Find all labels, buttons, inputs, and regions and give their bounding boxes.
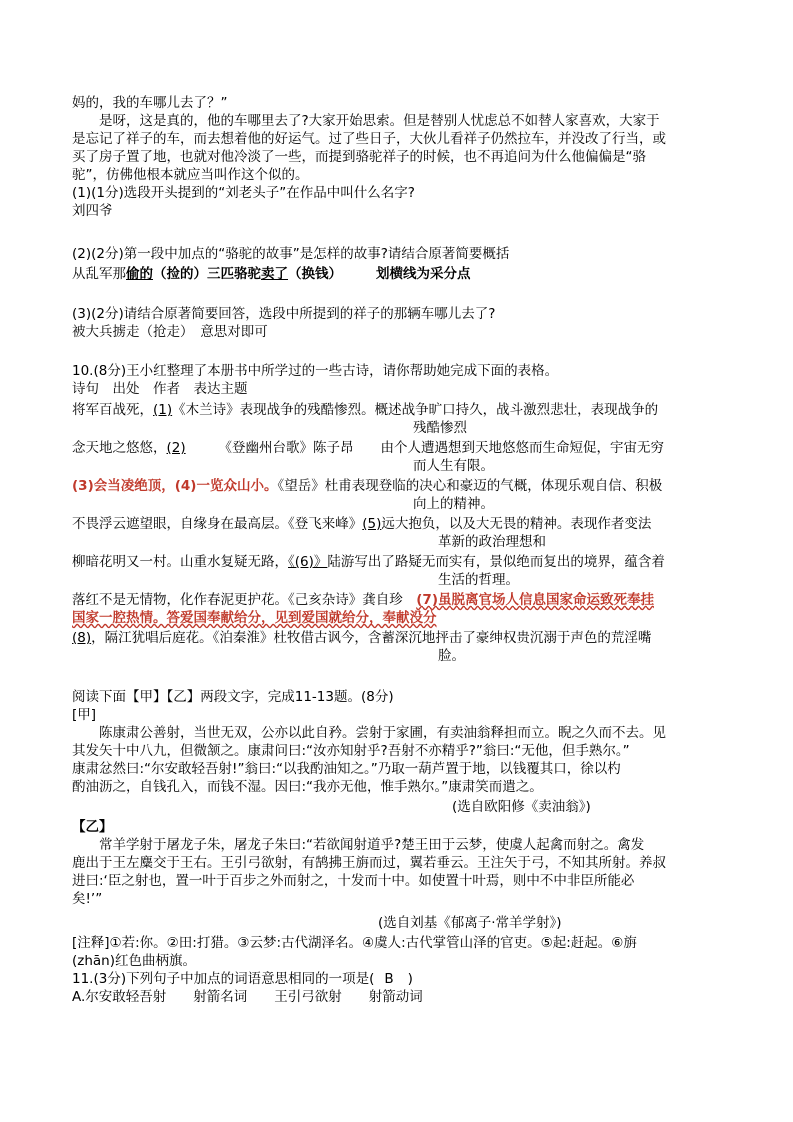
cell: 陆游写出了路疑无而实有，景似绝而复出的境界，蕴含着 xyxy=(327,554,665,570)
passage-line: 妈的，我的车哪儿去了？” xyxy=(72,95,228,111)
question-3: (3)(2分)请结合原著简要回答，选段中所提到的祥子的那辆车哪儿去了? xyxy=(72,306,496,322)
cell: 念天地之悠悠， xyxy=(72,440,167,456)
cell: 将军百战死， xyxy=(72,402,153,418)
passage-line: 矣!’” xyxy=(72,891,103,907)
passage-line: 进曰:‘臣之射也，置一叶于百步之外而射之，十发而十中。如使置十叶焉，则中不中非臣所能必 xyxy=(72,873,635,889)
table-row-cont: 残酷惨烈 xyxy=(413,420,467,436)
table-row-cont: 向上的精神。 xyxy=(413,496,494,512)
table-row-cont: 革新的政治理想和 xyxy=(438,534,546,550)
question-text: 11.(3分)下列句子中加点的词语意思相同的一项是( xyxy=(72,971,375,987)
passage-line: 是忘记了祥子的车，而去想着他的好运气。过了些日子，大伙儿看祥子仍然拉车，并没改了行当，或 xyxy=(72,131,666,147)
answer-1: 刘四爷 xyxy=(72,203,113,219)
answer-2 xyxy=(72,265,471,283)
blank: (1) xyxy=(153,402,173,418)
blank: (2) xyxy=(166,440,186,456)
scoring-note: 划横线为采分点 xyxy=(376,266,471,282)
table-row xyxy=(72,591,654,609)
section-label: 【乙】 xyxy=(72,819,113,835)
answer-choice: B xyxy=(384,971,394,987)
source-citation: (选自欧阳修《卖油翁》) xyxy=(452,799,591,815)
passage-line: 常羊学射于屠龙子朱，屠龙子朱曰:“若欲闻射道乎?楚王田于云梦，使虞人起禽而射之。禽发 xyxy=(99,837,645,853)
passage-line: 买了房子置了地，也就对他冷淡了一些，而提到骆驼祥子的时候，也不再追问为什么他偏偏是“骆 xyxy=(72,149,646,165)
cell: 柳暗花明又一村。山重水复疑无路， xyxy=(72,554,288,570)
table-row xyxy=(72,439,664,457)
question-11 xyxy=(72,970,413,988)
passage-line: 驼”，仿佛他根本就应当叫作这个似的。 xyxy=(72,167,309,183)
annotation: (zhān)红色曲柄旗。 xyxy=(72,953,197,969)
reading-intro: 阅读下面【甲】【乙】两段文字，完成11-13题。(8分) xyxy=(72,689,394,705)
question-1: (1)(1分)选段开头提到的“刘老头子”在作品中叫什么名字? xyxy=(72,185,415,201)
table-row-cont xyxy=(72,609,437,627)
cell: 《登幽州台歌》陈子昂 由个人遭遇想到天地悠悠而生命短促，宇宙无穷 xyxy=(218,440,664,456)
answer-2-part: （换钱） xyxy=(288,266,342,282)
passage-line: 其发矢十中八九，但微颔之。康肃问曰:“汝亦知射乎?吾射不亦精乎?”翁曰:“无他，但手熟尔。” xyxy=(72,743,630,759)
table-row xyxy=(72,553,665,571)
answer-3: 被大兵掳走（抢走） 意思对即可 xyxy=(72,324,268,340)
answer-2-part: （捡的）三匹骆驼 xyxy=(153,266,261,282)
answer-2-key: 偷的 xyxy=(126,266,153,282)
cell: 《望岳》杜甫表现登临的决心和豪迈的气概，体现乐观自信、积极 xyxy=(277,478,663,494)
table-row-cont: 而人生有限。 xyxy=(413,458,494,474)
cell: 《木兰诗》表现战争的残酷惨烈。概述战争旷口持久，战斗激烈悲壮，表现战争的 xyxy=(172,402,659,418)
cell: 不畏浮云遮望眼，自缘身在最高层。《登飞来峰》 xyxy=(72,516,363,532)
table-row xyxy=(72,515,651,533)
passage-line: 陈康肃公善射，当世无双，公亦以此自矜。尝射于家圃，有卖油翁释担而立。睨之久而不去。见 xyxy=(99,725,666,741)
answer-red: (7)虽脱离官场人信息国家命运致死奉挂 xyxy=(416,592,654,608)
answer-red: (3)会当凌绝顶，(4)一览众山小。 xyxy=(72,478,278,494)
annotation: [注释]①若:你。②田:打猎。③云梦:古代湖泽名。④虞人:古代掌管山泽的官吏。⑤起:赶起。⑥旃 xyxy=(72,935,637,951)
answer-2-key: 卖了 xyxy=(261,266,288,282)
table-row-cont: 生活的哲理。 xyxy=(438,572,519,588)
table-row xyxy=(72,401,658,419)
table-row xyxy=(72,477,662,495)
section-label: [甲] xyxy=(72,707,97,723)
blank: 《(6)》 xyxy=(288,554,328,570)
cell: 落红不是无情物，化作春泥更护花。《己亥杂诗》龚自珍 xyxy=(72,592,417,608)
question-10: 10.(8分)王小红整理了本册书中所学过的一些古诗，请你帮助她完成下面的表格。 xyxy=(72,363,559,379)
passage-line: 鹿出于王左麋交于王右。王引弓欲射，有鹄拂王旃而过，翼若垂云。王注矢于弓，不知其所射。养叔 xyxy=(72,855,666,871)
cell: ，隔江犹唱后庭花。《泊秦淮》杜牧借古讽今，含蓄深沉地抨击了豪绅权贵沉溺于声色的荒淫嘴 xyxy=(91,630,652,646)
passage-line: 是呀，这是真的，他的车哪里去了?大家开始思索。但是替别人忧虑总不如替人家喜欢，大家于 xyxy=(99,113,660,129)
passage-line: 康肃忿然曰:“尔安敢轻吾射!”翁曰:“以我酌油知之。”乃取一葫芦置于地，以钱覆其口，徐以杓 xyxy=(72,761,621,777)
source-citation: (选自刘基《郁离子·常羊学射》) xyxy=(378,915,562,931)
blank: (8) xyxy=(72,630,92,646)
question-text: ) xyxy=(407,971,413,987)
cell: 远大抱负，以及大无畏的精神。表现作者变法 xyxy=(381,516,652,532)
passage-line: 酌油沥之，自钱孔入，而钱不湿。因曰:“我亦无他，惟手熟尔。”康肃笑而遣之。 xyxy=(72,779,543,795)
blank: (5) xyxy=(362,516,382,532)
table-row xyxy=(72,629,651,647)
answer-red: 国家一腔热情。答爱国奉献给分，见到爱国就给分，奉献没分 xyxy=(72,610,437,626)
answer-2-part: 从乱军那 xyxy=(72,266,126,282)
option-a: A.尔安敢轻吾射 射箭名词 王引弓欲射 射箭动词 xyxy=(72,989,423,1005)
question-2: (2)(2分)第一段中加点的“骆驼的故事”是怎样的故事?请结合原著简要概括 xyxy=(72,246,510,262)
table-header: 诗句 出处 作者 表达主题 xyxy=(72,381,248,397)
table-row-cont: 脸。 xyxy=(438,648,465,664)
